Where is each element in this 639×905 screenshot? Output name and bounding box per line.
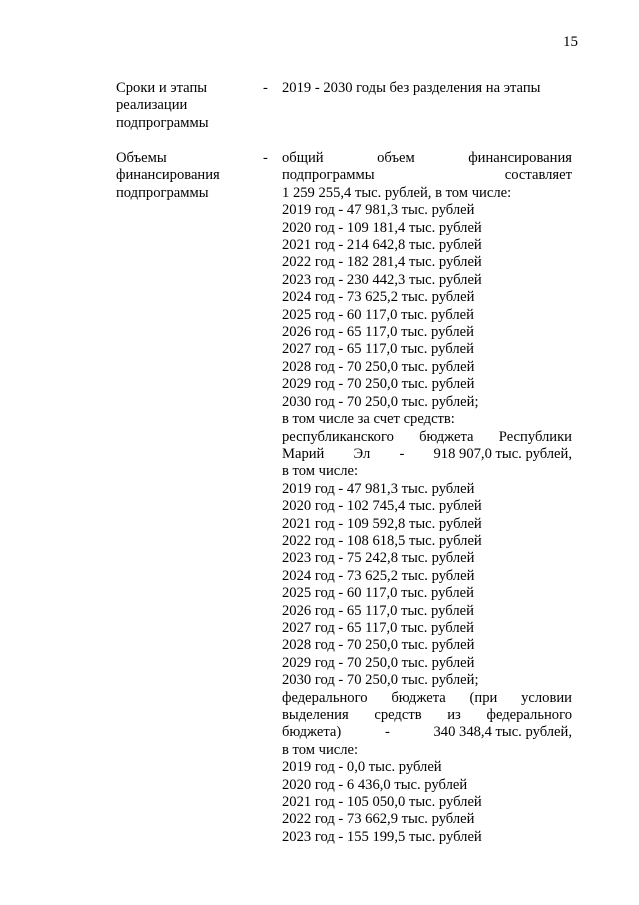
federal-word: выделения [282, 707, 349, 723]
funding-dash: - [263, 150, 268, 166]
terms-dash: - [263, 80, 268, 96]
republic-year-line: 2019 год - 47 981,3 тыс. рублей [282, 480, 475, 497]
total-line [282, 150, 572, 167]
total-year-line: 2021 год - 214 642,8 тыс. рублей [282, 237, 482, 254]
total-year-line: 2026 год - 65 117,0 тыс. рублей [282, 324, 474, 341]
terms-label [116, 80, 256, 132]
republic-year-line: 2028 год - 70 250,0 тыс. рублей [282, 637, 475, 654]
funding-label-line: подпрограммы [116, 184, 209, 201]
sources-heading: в том числе за счет средств: [282, 411, 455, 428]
terms-label-line: Сроки и этапы [116, 80, 208, 96]
total-word: финансирования [468, 150, 572, 166]
federal-line [282, 690, 572, 707]
total-year-line: 2030 год - 70 250,0 тыс. рублей; [282, 393, 479, 410]
republic-year-line: 2021 год - 109 592,8 тыс. рублей [282, 515, 482, 532]
federal-word: средств [374, 707, 422, 723]
federal-including: в том числе: [282, 741, 359, 758]
republic-line [282, 446, 572, 463]
republic-year-line: 2024 год - 73 625,2 тыс. рублей [282, 567, 475, 584]
page-number: 15 [563, 34, 578, 50]
federal-word: (при [469, 689, 498, 706]
federal-year-line: 2022 год - 73 662,9 тыс. рублей [282, 811, 475, 828]
terms-content [282, 80, 572, 97]
federal-year-line: 2023 год - 155 199,5 тыс. рублей [282, 828, 482, 845]
total-year-line: 2027 год - 65 117,0 тыс. рублей [282, 341, 474, 358]
total-year-line: 2019 год - 47 981,3 тыс. рублей [282, 202, 475, 219]
republic-year-line: 2020 год - 102 745,4 тыс. рублей [282, 498, 482, 515]
funding-label [116, 150, 256, 202]
total-word: составляет [504, 167, 572, 184]
republic-word: 918 907,0 тыс. рублей, [433, 445, 572, 462]
republic-year-line: 2026 год - 65 117,0 тыс. рублей [282, 602, 474, 619]
total-year-line: 2023 год - 230 442,3 тыс. рублей [282, 271, 482, 288]
republic-word: - [399, 445, 405, 462]
federal-word: бюджета [391, 689, 446, 706]
total-word: подпрограммы [282, 167, 375, 184]
federal-year-line: 2021 год - 105 050,0 тыс. рублей [282, 794, 482, 811]
federal-word: бюджета) [282, 724, 342, 741]
terms-label-line: реализации [116, 97, 188, 114]
federal-word: федерального [282, 689, 368, 706]
federal-word: - [384, 724, 390, 741]
total-year-line: 2025 год - 60 117,0 тыс. рублей [282, 306, 474, 323]
federal-year-line: 2019 год - 0,0 тыс. рублей [282, 759, 442, 776]
federal-line [282, 707, 572, 724]
total-line [282, 167, 572, 184]
total-year-line: 2028 год - 70 250,0 тыс. рублей [282, 358, 475, 375]
republic-year-line: 2029 год - 70 250,0 тыс. рублей [282, 654, 475, 671]
republic-including: в том числе: [282, 463, 359, 480]
republic-year-line: 2027 год - 65 117,0 тыс. рублей [282, 619, 474, 636]
republic-line [282, 429, 572, 446]
funding-label-line: Объемы [116, 150, 167, 166]
total-amount: 1 259 255,4 тыс. рублей, в том числе: [282, 184, 512, 201]
federal-word: условии [521, 689, 572, 706]
total-year-line: 2029 год - 70 250,0 тыс. рублей [282, 376, 475, 393]
total-year-line: 2022 год - 182 281,4 тыс. рублей [282, 254, 482, 271]
total-word: общий [282, 150, 324, 166]
federal-word: федерального [486, 707, 572, 723]
terms-text: 2019 - 2030 годы без разделения на этапы [282, 80, 541, 96]
federal-year-line: 2020 год - 6 436,0 тыс. рублей [282, 776, 468, 793]
funding-label-line: финансирования [116, 167, 220, 184]
federal-word: из [447, 707, 461, 723]
republic-word: республиканского [282, 428, 394, 445]
federal-word: 340 348,4 тыс. рублей, [433, 724, 572, 741]
republic-word: Республики [498, 428, 572, 445]
republic-year-line: 2025 год - 60 117,0 тыс. рублей [282, 585, 474, 602]
terms-label-line: подпрограммы [116, 114, 209, 131]
republic-year-line: 2023 год - 75 242,8 тыс. рублей [282, 550, 475, 567]
federal-line [282, 724, 572, 741]
republic-word: Марий [282, 445, 325, 462]
republic-word: Эл [353, 445, 371, 462]
total-year-line: 2020 год - 109 181,4 тыс. рублей [282, 219, 482, 236]
total-year-line: 2024 год - 73 625,2 тыс. рублей [282, 289, 475, 306]
republic-year-line: 2030 год - 70 250,0 тыс. рублей; [282, 672, 479, 689]
total-word: объем [377, 150, 415, 166]
republic-word: бюджета [419, 428, 474, 445]
republic-year-line: 2022 год - 108 618,5 тыс. рублей [282, 532, 482, 549]
funding-content [282, 150, 572, 846]
